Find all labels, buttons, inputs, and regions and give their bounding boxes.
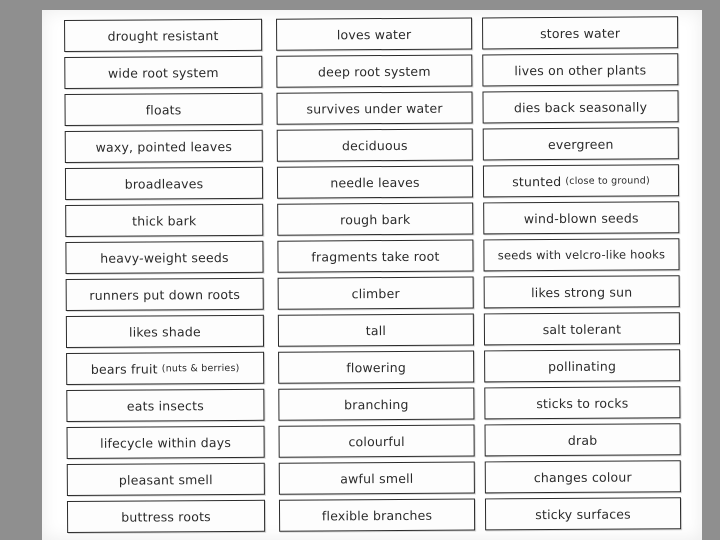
card: stores water: [482, 16, 678, 49]
card: heavy-weight seeds: [65, 241, 263, 274]
card-note: (nuts & berries): [161, 362, 240, 374]
card: tall: [278, 314, 474, 347]
card: flexible branches: [279, 498, 475, 531]
card: deep root system: [276, 55, 472, 88]
card: deciduous: [277, 129, 473, 162]
card: flowering: [278, 351, 474, 384]
card: salt tolerant: [484, 312, 680, 345]
card: lives on other plants: [482, 53, 678, 86]
card: survives under water: [276, 92, 472, 125]
card: changes colour: [485, 460, 681, 493]
card-row: [66, 275, 698, 311]
scanned-page: [42, 10, 702, 540]
card: [66, 352, 264, 385]
card-row: [65, 201, 697, 237]
card-row: [66, 349, 698, 385]
card-row: [65, 164, 697, 200]
card: broadleaves: [65, 167, 263, 200]
card: eats insects: [66, 389, 264, 422]
card: dies back seasonally: [482, 90, 678, 123]
card: pollinating: [484, 349, 680, 382]
card: drought resistant: [64, 19, 262, 52]
card: likes strong sun: [484, 275, 680, 308]
card: evergreen: [483, 127, 679, 160]
card-label: stunted: [512, 173, 562, 189]
card: floats: [64, 93, 262, 126]
card: thick bark: [65, 204, 263, 237]
card-row: [66, 386, 698, 422]
card-row: [64, 90, 696, 126]
card-row: [65, 127, 697, 163]
card-row: [65, 238, 697, 274]
card: loves water: [276, 18, 472, 51]
card: waxy, pointed leaves: [65, 130, 263, 163]
card-row: [67, 497, 699, 533]
card-row: [64, 16, 696, 52]
card: lifecycle within days: [67, 426, 265, 459]
card-row: [67, 423, 699, 459]
card: sticks to rocks: [484, 386, 680, 419]
card: likes shade: [66, 315, 264, 348]
card: sticky surfaces: [485, 497, 681, 530]
card: fragments take root: [277, 240, 473, 273]
card: colourful: [279, 425, 475, 458]
card: climber: [278, 277, 474, 310]
card-row: [66, 312, 698, 348]
card: needle leaves: [277, 166, 473, 199]
card-note: (close to ground): [565, 174, 650, 187]
card: runners put down roots: [66, 278, 264, 311]
card: pleasant smell: [67, 463, 265, 496]
card: drab: [485, 423, 681, 456]
card: seeds with velcro-like hooks: [483, 238, 679, 271]
card-sheet: [64, 12, 699, 540]
card: branching: [278, 388, 474, 421]
card: buttress roots: [67, 500, 265, 533]
card-row: [64, 53, 696, 89]
card: rough bark: [277, 203, 473, 236]
card: awful smell: [279, 461, 475, 494]
card-row: [67, 460, 699, 496]
card: wide root system: [64, 56, 262, 89]
card: wind-blown seeds: [483, 201, 679, 234]
card: [483, 164, 679, 197]
card-label: bears fruit: [90, 360, 158, 377]
